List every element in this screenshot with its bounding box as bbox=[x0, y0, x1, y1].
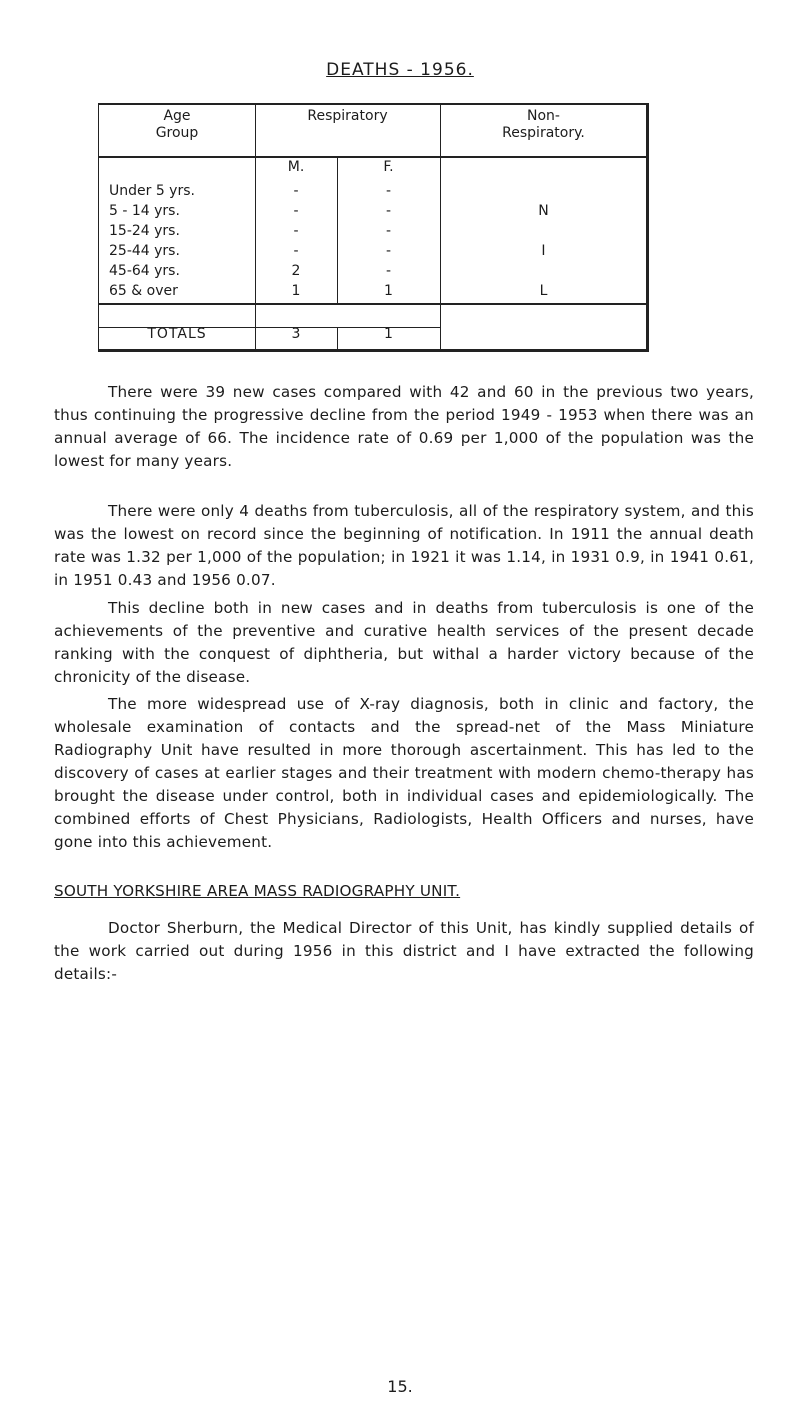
table-row-male: 2 bbox=[291, 263, 301, 279]
table-row-male: - bbox=[293, 183, 299, 199]
subheader-male: M. bbox=[287, 159, 305, 175]
totals-label: TOTALS bbox=[147, 326, 207, 342]
table-row-age: 5 - 14 yrs. bbox=[109, 203, 180, 219]
table-row-age: 25-44 yrs. bbox=[109, 243, 180, 259]
paragraph bbox=[54, 381, 754, 473]
header-non-resp-line2: Respiratory. bbox=[502, 125, 585, 141]
header-non-resp-line1: Non- bbox=[527, 108, 560, 124]
header-age-line2: Group bbox=[155, 125, 199, 141]
table-row-age: 15-24 yrs. bbox=[109, 223, 180, 239]
paragraph bbox=[54, 500, 754, 592]
header-respiratory: Respiratory bbox=[307, 108, 388, 124]
paragraph bbox=[54, 917, 754, 986]
table-row-female: - bbox=[385, 263, 392, 279]
table-row-female: - bbox=[385, 243, 392, 259]
page-number: 15. bbox=[387, 1377, 413, 1396]
subheader-female: F. bbox=[383, 159, 394, 175]
table-totals-divider bbox=[99, 303, 646, 305]
page-title bbox=[0, 60, 800, 80]
table-row-female: 1 bbox=[384, 283, 393, 299]
totals-female: 1 bbox=[384, 326, 393, 342]
totals-male: 3 bbox=[291, 326, 301, 342]
nil-letter: I bbox=[541, 243, 546, 259]
paragraph-text: There were 39 new cases compared with 42 and 60 in the previous two years, thus continuing the progressive decline from the period 1949 - 1953 when there was an annual average of 66. The incidence rate of 0.69 per 1,000 of the population was the lowest for many years. bbox=[54, 383, 754, 470]
paragraph-text: The more widespread use of X-ray diagnosis, both in clinic and factory, the wholesale examination of contacts and the spread-net of the Mass Miniature Radiography Unit have resulted in more thorough ascertainment. This has led to the discovery of cases at earlier stages and their treatment with modern chemo-therapy has brought the disease under control, both in individual cases and epidemiologically. The combined efforts of Chest Physicians, Radiologists, Health Officers and nurses, have gone into this achievement. bbox=[54, 695, 754, 851]
header-age-line1: Age bbox=[163, 108, 191, 124]
table-row-age: 45-64 yrs. bbox=[109, 263, 180, 279]
nil-letter: N bbox=[538, 203, 549, 219]
table-row-age: 65 & over bbox=[109, 283, 178, 299]
paragraph-text: Doctor Sherburn, the Medical Director of this Unit, has kindly supplied details of the work carried out during 1956 in this district and I have extracted the following details:- bbox=[54, 919, 754, 983]
paragraph-text: There were only 4 deaths from tuberculosis, all of the respiratory system, and this was the lowest on record since the beginning of notification. In 1911 the annual death rate was 1.32 per 1,000 of the population; in 1921 it was 1.14, in 1931 0.9, in 1941 0.61, in 1951 0.43 and 1956 0.07. bbox=[54, 502, 754, 589]
table-row-age: Under 5 yrs. bbox=[109, 183, 195, 199]
nil-letter: L bbox=[539, 283, 548, 299]
header-age bbox=[99, 108, 255, 142]
table-row-male: - bbox=[293, 203, 299, 219]
paragraph bbox=[54, 597, 754, 689]
table-row-male: - bbox=[293, 243, 299, 259]
header-non-respiratory bbox=[440, 108, 647, 142]
paragraph-text: This decline both in new cases and in deaths from tuberculosis is one of the achievements of the preventive and curative health services of the present decade ranking with the conquest of diphtheria, but withal a harder victory because of the chronicity of the disease. bbox=[54, 599, 754, 686]
table-row-male: 1 bbox=[291, 283, 301, 299]
section-heading: SOUTH YORKSHIRE AREA MASS RADIOGRAPHY UNIT. bbox=[54, 882, 461, 900]
deaths-table bbox=[98, 103, 649, 352]
paragraph bbox=[54, 693, 754, 854]
table-row-female: - bbox=[385, 203, 392, 219]
page-title-text: DEATHS - 1956. bbox=[326, 60, 474, 80]
table-header-divider bbox=[99, 156, 646, 158]
table-row-female: - bbox=[385, 223, 392, 239]
table-row-male: - bbox=[293, 223, 299, 239]
table-row-female: - bbox=[385, 183, 392, 199]
